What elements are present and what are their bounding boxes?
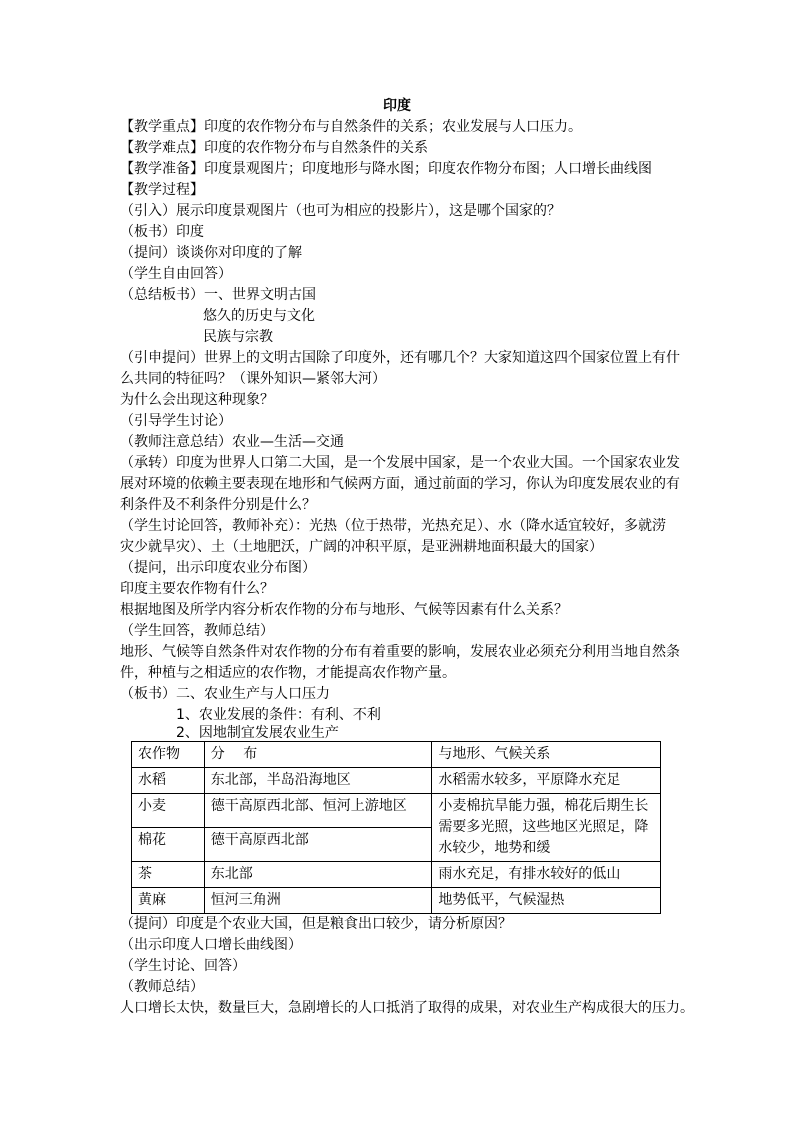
text-line: 么共同的特征吗？（课外知识—紧邻大河）: [120, 371, 386, 387]
table-cell: 水稻: [132, 768, 205, 794]
table-cell: 棉花: [132, 828, 205, 862]
table-cell: 黄麻: [132, 888, 205, 914]
table-cell: 恒河三角洲: [204, 888, 432, 914]
table-header-cell: 与地形、气候关系: [432, 742, 661, 768]
table-header-cell: 农作物: [132, 742, 205, 768]
text-line: 地形、气候等自然条件对农作物的分布有着重要的影响，发展农业必须充分利用当地自然条: [120, 644, 680, 660]
table-row: [132, 862, 661, 888]
text-line: 印度主要农作物有什么？: [120, 581, 274, 597]
table-cell: 茶: [132, 862, 205, 888]
text-line: （承转）印度为世界人口第二大国，是一个发展中国家，是一个农业大国。一个国家农业发: [120, 455, 680, 471]
text-line: 利条件及不利条件分别是什么？: [120, 497, 316, 513]
teaching-preparation: 【教学准备】印度景观图片；印度地形与降水图；印度农作物分布图；人口增长曲线图: [120, 161, 652, 177]
text-line: （提问，出示印度农业分布图）: [120, 560, 316, 576]
crop-distribution-table: [131, 741, 661, 914]
text-line: （总结板书）一、世界文明古国: [120, 287, 316, 303]
text-line: 1、农业发展的条件：有利、不利: [176, 707, 381, 723]
text-line: 件，种植与之相适应的农作物，才能提高农作物产量。: [120, 665, 456, 681]
text-line: （学生回答，教师总结）: [120, 623, 274, 639]
table-cell: 地势低平，气候湿热: [432, 888, 661, 914]
text-line: （引导学生讨论）: [120, 413, 232, 429]
table-cell: 东北部: [204, 862, 432, 888]
text-line: （引申提问）世界上的文明古国除了印度外，还有哪几个？大家知道这四个国家位置上有什: [120, 350, 680, 366]
text-line: 悠久的历史与文化: [203, 308, 315, 324]
text-line: （教师注意总结）农业—生活—交通: [120, 434, 344, 450]
text-line: （出示印度人口增长曲线图）: [120, 937, 302, 953]
text-line: 灾少就旱灾）、土（土地肥沃，广阔的冲积平原，是亚洲耕地面积最大的国家）: [120, 539, 603, 555]
table-cell: 德干高原西北部: [204, 828, 432, 862]
text-line: 民族与宗教: [203, 329, 273, 345]
text-line: 2、因地制宜发展农业生产: [176, 725, 339, 741]
table-cell-merged: 小麦棉抗旱能力强，棉花后期生长需要多光照，这些地区光照足，降水较少，地势和缓: [432, 794, 661, 862]
table-cell: 德干高原西北部、恒河上游地区: [204, 794, 432, 828]
table-cell: 雨水充足，有排水较好的低山: [432, 862, 661, 888]
table-row: [132, 794, 661, 828]
text-line: 展对环境的依赖主要表现在地形和气候两方面，通过前面的学习，你认为印度发展农业的有: [120, 476, 680, 492]
table-cell: 东北部，半岛沿海地区: [204, 768, 432, 794]
teaching-process-heading: 【教学过程】: [120, 182, 204, 198]
table-row: [132, 768, 661, 794]
table-cell: 小麦: [132, 794, 205, 828]
text-line: （板书）印度: [120, 224, 204, 240]
text-line: （学生讨论回答，教师补充）：光热（位于热带，光热充足）、水（降水适宜较好，多就涝: [120, 518, 666, 534]
page-title: 印度: [383, 98, 411, 114]
teaching-focus: 【教学重点】印度的农作物分布与自然条件的关系；农业发展与人口压力。: [120, 119, 582, 135]
text-line: （提问）印度是个农业大国，但是粮食出口较少，请分析原因？: [120, 916, 512, 932]
text-line: （提问）谈谈你对印度的了解: [120, 245, 302, 261]
table-header-cell: 分 布: [204, 742, 432, 768]
text-line: （引入）展示印度景观图片（也可为相应的投影片），这是哪个国家的？: [120, 203, 561, 219]
text-line: （学生讨论、回答）: [120, 958, 246, 974]
text-line: （教师总结）: [120, 979, 204, 995]
text-line: 根据地图及所学内容分析农作物的分布与地形、气候等因素有什么关系？: [120, 602, 568, 618]
table-row: [132, 888, 661, 914]
teaching-difficulty: 【教学难点】印度的农作物分布与自然条件的关系: [120, 140, 428, 156]
text-line: 为什么会出现这种现象？: [120, 392, 274, 408]
table-header-row: [132, 742, 661, 768]
table-cell: 水稻需水较多，平原降水充足: [432, 768, 661, 794]
text-line: （学生自由回答）: [120, 266, 232, 282]
text-line: （板书）二、农业生产与人口压力: [120, 686, 330, 702]
conclusion-text: 人口增长太快，数量巨大，急剧增长的人口抵消了取得的成果，对农业生产构成很大的压力。: [120, 1000, 694, 1016]
